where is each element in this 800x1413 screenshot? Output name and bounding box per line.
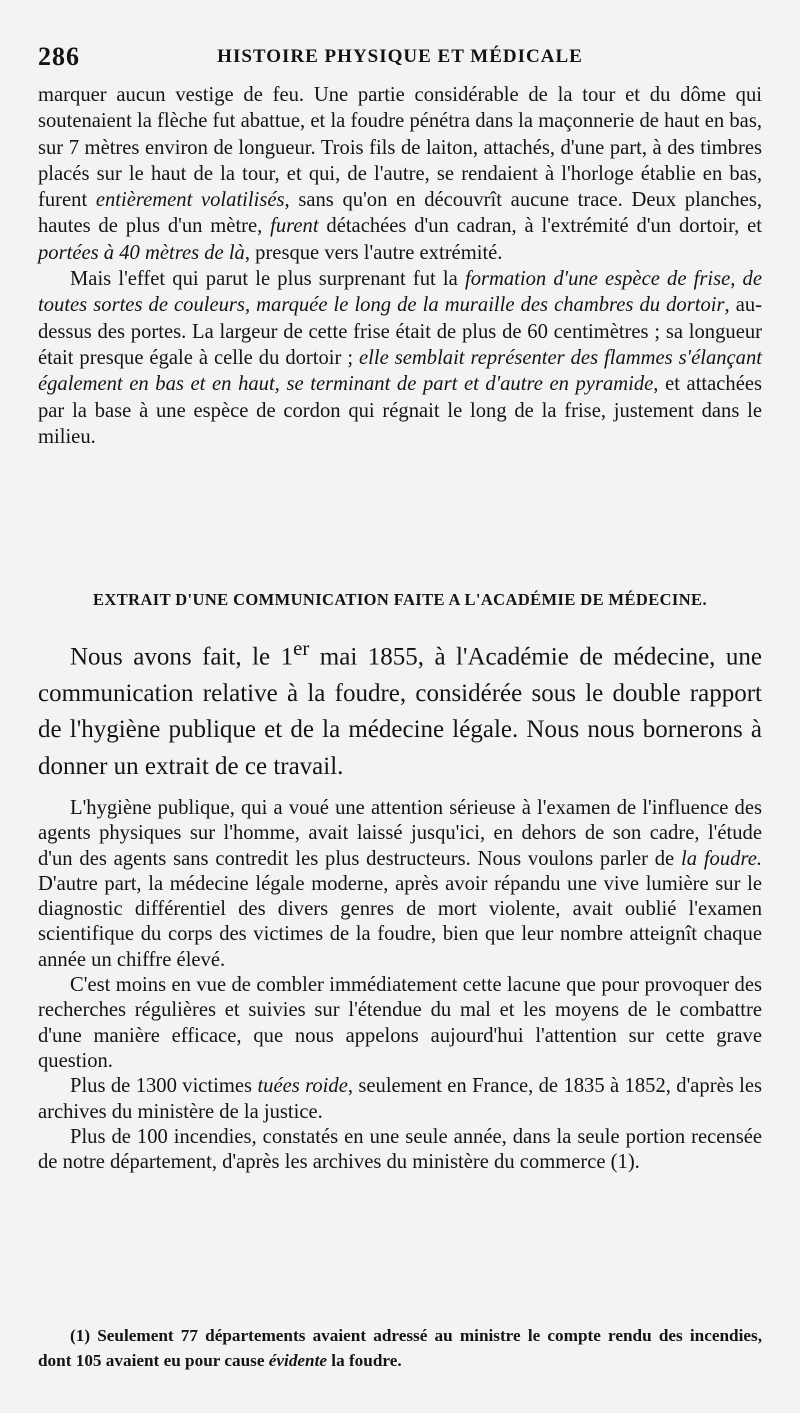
footnote-text (38, 1323, 762, 1373)
running-title: HISTOIRE PHYSIQUE ET MÉDICALE (217, 46, 583, 67)
text-run: , presque vers l'autre extrémité. (244, 241, 503, 264)
text-run: Nous avons fait, le 1 (70, 643, 294, 671)
lead-paragraph (38, 630, 762, 785)
italic-run: furent (270, 215, 319, 238)
italic-run: elle semblait représenter des flammes s'élançant également en bas et en haut, se terminant de part et d'autre en pyramide (38, 346, 762, 396)
text-run: (1) Seulement 77 départements avaient adressé au ministre le compte rendu des incendies, dont 105 avaient eu pour cause (38, 1326, 762, 1370)
italic-run: entièrement volatilisés (95, 189, 285, 212)
paragraph-frise (38, 266, 762, 450)
paragraph-hygiene (38, 796, 762, 973)
paragraph-continued (38, 82, 762, 266)
paragraph-incendies: Plus de 100 incendies, constatés en une seule année, dans la seule portion recensée de notre département, d'après les archives du ministère du commerce (1). (38, 1125, 762, 1174)
text-run: L'hygiène publique, qui a voué une attention sérieuse à l'examen de l'influence des agents physiques sur l'homme, avait laissé jusqu'ici, en dehors de son cadre, l'étude d'un des agents sans contredit les plus destructeurs. Nous voulons parler de (38, 797, 762, 870)
text-run: marquer aucun vestige de feu. Une partie considérable de la tour et du dôme qui soutenaient la flèche fut abattue, et la foudre pénétra dans la maçonnerie de haut en bas, sur 7 mètres environ de longueur. Trois fils de laiton, attachés, d'une part, à des timbres placés sur le haut de la tour, et qui, de l'autre, se rendaient à l'horloge établie en bas, furent (38, 84, 762, 212)
italic-run: formation d'une espèce de frise, de toutes sortes de couleurs, marquée le long de la muraille des chambres du dortoir (38, 268, 762, 317)
page-number: 286 (38, 42, 80, 71)
italic-run: tuées roide (257, 1075, 348, 1098)
italic-run: portées à 40 mètres de là (38, 241, 245, 264)
text-run: la foudre. (327, 1351, 402, 1370)
text-run: Mais l'effet qui parut le plus surprenant fut la (70, 268, 465, 291)
paragraph-lacune: C'est moins en vue de combler immédiatement cette lacune que pour provoquer des recherches régulières et suivies sur l'étendue du mal et les moyens de le combattre d'une manière efficace, que nous appelons aujourd'hui l'attention sur cette grave question. (38, 974, 762, 1072)
text-run: , et attachées par la base à une espèce de cordon qui régnait le long de la frise, justement dans le milieu. (38, 373, 763, 448)
text-run: Plus de 1300 victimes (70, 1075, 258, 1098)
paragraph-victimes (38, 1074, 762, 1125)
text-run: , au-dessus des portes. La largeur de cette frise était de plus de 60 centimètres ; sa longueur était presque égale à celle du dortoir ; (38, 294, 762, 369)
italic-run: évidente (268, 1351, 327, 1370)
page-header (38, 42, 762, 72)
text-run: D'autre part, la médecine légale moderne, après avoir répandu une vive lumière sur le diagnostic différentiel des divers genres de mort violente, avait oublié l'examen scientifique du corps des victimes de la foudre, bien que leur nombre atteignît chaque année un chiffre élevé. (38, 872, 762, 971)
italic-run: la foudre. (681, 847, 762, 870)
body-text-top (38, 82, 762, 450)
section-heading: EXTRAIT D'UNE COMMUNICATION FAITE A L'ACADÉMIE DE MÉDECINE. (93, 590, 707, 609)
superscript: er (293, 636, 310, 660)
text-run: mai 1855, à l'Académie de médecine, une communication relative à la foudre, considérée sous le double rapport de l'hygiène publique et de la médecine légale. Nous nous bornerons à donner un extrait de ce travail. (38, 643, 762, 780)
body-text-bottom (38, 796, 762, 1175)
text-run: détachées d'un cadran, à l'extrémité d'un dortoir, et (318, 215, 763, 238)
lead-text (38, 630, 762, 785)
text-run: , seulement en France, de 1835 à 1852, d'après les archives du ministère de la justice. (38, 1075, 762, 1123)
footnote (38, 1323, 762, 1373)
text-run: , sans qu'on en découvrît aucune trace. Deux planches, hautes de plus d'un mètre, (38, 189, 762, 238)
